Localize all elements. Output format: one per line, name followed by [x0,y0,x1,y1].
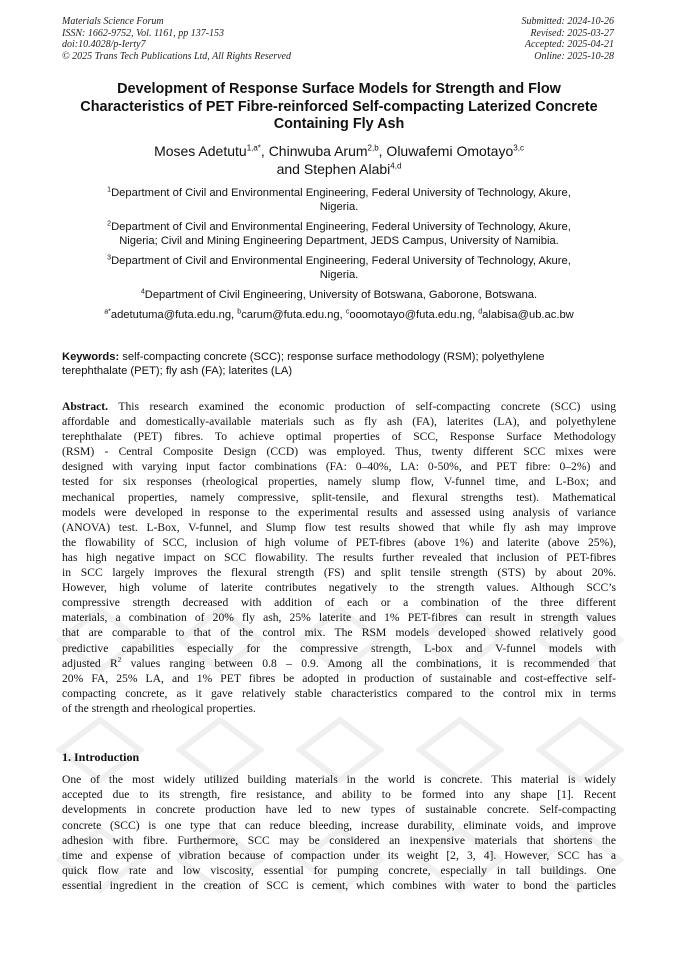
abstract-line: compressive strength decreased with addition of each or a combination of the three different [62,596,616,610]
affiliation-text: Nigeria. [319,201,359,213]
author-list [62,143,616,178]
copyright-line: © 2025 Trans Tech Publications Ltd, All Rights Reserved [62,50,291,62]
abstract-line: 20% FA, 25% LA, and 1% PET fibres be adopted in production of sustainable and cost-effective self- [62,671,616,685]
abstract-line: designed with varying input factor combinations (FA: 0–40%, LA: 0-50%, and PET fibre: 0–2%) and [62,460,616,474]
author-sup: 3,c [513,143,524,153]
paper-title [62,81,616,134]
affiliation-sup: 1 [107,186,112,194]
author-sup: 2,b [367,143,379,153]
affiliation-text: Nigeria. [319,269,359,281]
affiliation-sup: 2 [107,220,112,228]
abstract-line: terephthalate (PET) fibres. To achieve optimal properties of SCC, Response Surface Methodology [62,430,616,444]
affiliation-text: Department of Civil Engineering, University of Botswana, Gaborone, Botswana. [144,289,538,301]
abstract-line: that are comparable to that of the control mix. The RSM models developed showed relatively good [62,626,616,640]
intro-line: accepted due to its strength, fire resistance, and ability to be formed into any shape [1]. Recent [62,788,616,802]
abstract-line: compacting concrete, as it gave relatively stable characteristics compared to the control mix in terms [62,686,616,700]
author-name: , Chinwuba Arum [260,143,368,159]
doi-line: doi:10.4028/p-Ierty7 [62,39,146,50]
intro-line: adhesion with fibre. Furthermore, SCC may be considered an inexpensive materials that shortens the [62,833,616,847]
abstract-line: has high negative impact on SCC flowability. The results further revealed that inclusion of PET-fibres [62,550,616,564]
revised-date: Revised: 2025-03-27 [530,27,614,39]
introduction-body [62,772,616,894]
abstract-line: models were developed in response to the experimental results and assessed using analysis of variance [62,505,616,519]
title-line: Containing Fly Ash [273,116,405,132]
intro-line: essential ingredient in the creation of SCC is cement, which combines with water to bond the particles [62,879,616,893]
email-sup: d [478,308,483,316]
intro-line: developments in concrete production have led to new types of sustainable concrete. Self-compacting [62,803,616,817]
abstract-line: in SCC largely improves the flexural strength (FS) and split tensile strength (STS) by about 20%. [62,566,616,580]
affiliation-text: Department of Civil and Environmental Engineering, Federal University of Technology, Akure, [111,255,571,267]
email-link[interactable]: carum@futa.edu.ng, [241,309,346,321]
dates-info [522,16,615,62]
abstract-line: of the strength and rheological properties. [62,701,256,715]
email-link[interactable]: adetutuma@futa.edu.ng, [110,309,238,321]
journal-name: Materials Science Forum [62,16,164,27]
keywords-text: terephthalate (PET); fly ash (FA); laterites (LA) [62,365,293,377]
affiliation [62,254,616,282]
online-date: Online: 2025-10-28 [534,50,614,62]
intro-line: time and expense of vibration because of compaction under its weight [2, 3, 4]. However, SCC has a [62,849,616,863]
author-sup: 1,a* [246,143,261,153]
author-emails [62,308,616,322]
issn-line: ISSN: 1662-9752, Vol. 1161, pp 137-153 [62,27,225,39]
r2-superscript: 2 [117,655,122,664]
keywords-label: Keywords: [62,351,120,363]
abstract-line: predictive capabilities especially for the compressive strength, L-box and V-funnel models with [62,641,616,655]
affiliation-sup: 3 [107,254,112,262]
intro-line: concrete (SCC) is one type that can reduce bleeding, increase durability, eliminate voids, and improve [62,818,616,832]
abstract-line: (ANOVA) test. L-Box, V-funnel, and Slump flow test results showed that while fly ash may improve [62,520,616,534]
abstract-line: affordable and domestically-available materials such as fly ash (FA), laterites (LA), and polyethylene [62,415,616,429]
author-name: Moses Adetutu [154,143,247,159]
email-link[interactable]: alabisa@ub.ac.bw [482,309,574,321]
keywords-text: self-compacting concrete (SCC); response surface methodology (RSM); polyethylene [119,351,545,363]
affiliation [62,220,616,248]
abstract-line: the flowability of SCC, inclusion of high volume of PET-fibres (above 1%) and laterite (above 25%), [62,535,616,549]
abstract-label: Abstract. [62,400,109,413]
affiliation [62,288,616,302]
abstract-text: This research examined the economic production of self-compacting concrete (SCC) using [108,400,616,413]
keywords-block [62,350,616,378]
abstract-line: mechanical properties, namely compressive, split-tensile, and flexural strengths test). Mathematical [62,490,616,504]
abstract-line: materials, a combination of 20% fly ash, 25% laterite and 1% PET-fibres can result in strength values [62,611,616,625]
email-link[interactable]: ooomotayo@futa.edu.ng, [349,309,479,321]
abstract-line: (RSM) - Central Composite Design (CCD) was employed. Thus, twenty different SCC mixes were [62,445,616,459]
abstract-line [62,656,616,671]
abstract-line [62,399,616,414]
author-name: and Stephen Alabi [276,160,391,177]
affiliations [62,186,616,322]
affiliation-text: Department of Civil and Environmental Engineering, Federal University of Technology, Akure, [111,221,571,233]
email-sup: a* [104,308,111,316]
abstract-text: adjusted R [62,656,118,670]
author-sup: 4,d [390,160,402,170]
accepted-date: Accepted: 2025-04-21 [524,39,614,50]
intro-line: One of the most widely utilized building materials in the world is concrete. This material is widely [62,773,616,786]
author-name: , Oluwafemi Omotayo [378,143,514,159]
email-sup: b [237,308,242,316]
submitted-date: Submitted: 2024-10-26 [521,16,614,27]
abstract-text: values ranging between 0.8 – 0.9. Among all the combinations, it is recommended that [121,656,616,670]
affiliation-text: Nigeria; Civil and Mining Engineering Department, JEDS Campus, University of Namibia. [119,235,559,247]
journal-info [62,16,291,62]
abstract-line: tested for six responses (rheological properties, namely slump flow, V-funnel time, and L-Box; and [62,475,616,489]
intro-line: quick flow rate and low viscosity, essential for pumping concrete, especially in tall buildings. One [62,864,616,878]
affiliation-text: Department of Civil and Environmental Engineering, Federal University of Technology, Akure, [111,187,571,199]
section-heading: 1. Introduction [62,750,140,764]
title-line: Characteristics of PET Fibre-reinforced Self-compacting Laterized Concrete [80,98,598,115]
affiliation-sup: 4 [140,288,145,296]
abstract-line: However, high volume of laterite contributes negatively to the strength values. Although SCC’s [62,581,616,595]
title-line: Development of Response Surface Models for Strength and Flow [117,81,561,97]
email-sup: c [345,308,350,316]
affiliation [62,186,616,214]
abstract [62,399,616,716]
